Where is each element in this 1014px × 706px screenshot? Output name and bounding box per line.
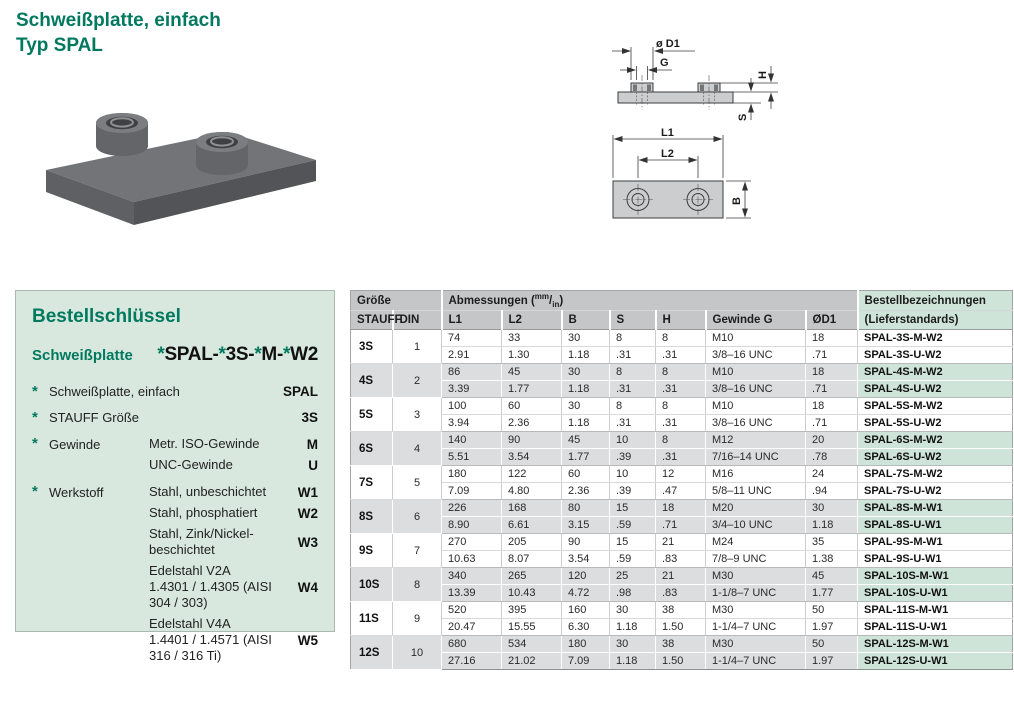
dim-value-inch: .71 bbox=[806, 347, 858, 364]
dim-value-mm: 15 bbox=[610, 500, 656, 517]
asterisk-marker: * bbox=[32, 382, 38, 400]
dim-value-inch: 4.72 bbox=[562, 585, 610, 602]
dim-value-mm: 21 bbox=[656, 534, 706, 551]
table-row-inch bbox=[351, 619, 1013, 636]
dim-value-mm: 30 bbox=[562, 330, 610, 347]
dim-label-h: H bbox=[757, 71, 769, 79]
dim-value-inch: 7/8–9 UNC bbox=[706, 551, 806, 568]
col-header-groesse: Größe bbox=[351, 291, 442, 311]
dim-value-inch: .47 bbox=[656, 483, 706, 500]
dim-value-inch: 6.30 bbox=[562, 619, 610, 636]
size-cell: 4S bbox=[351, 364, 393, 398]
dim-value-inch: .39 bbox=[610, 483, 656, 500]
table-row-mm bbox=[351, 534, 1013, 551]
table-row-inch bbox=[351, 449, 1013, 466]
dim-value-mm: 395 bbox=[502, 602, 562, 619]
dim-value-inch: 4.80 bbox=[502, 483, 562, 500]
dim-value-mm: 15 bbox=[610, 534, 656, 551]
option-code: SPAL bbox=[282, 384, 318, 399]
dim-value-inch: 1.18 bbox=[562, 347, 610, 364]
dim-value-mm: M16 bbox=[706, 466, 806, 483]
order-number-metric: SPAL-7S-M-W2 bbox=[858, 466, 1013, 483]
din-cell: 8 bbox=[393, 568, 442, 602]
product-label: Schweißplatte bbox=[32, 347, 133, 364]
dim-value-mm: 8 bbox=[656, 364, 706, 381]
asterisk-marker: * bbox=[32, 408, 38, 426]
dim-value-mm: 74 bbox=[442, 330, 502, 347]
dim-value-inch: 13.39 bbox=[442, 585, 502, 602]
dim-value-inch: 1.38 bbox=[806, 551, 858, 568]
size-cell: 8S bbox=[351, 500, 393, 534]
size-cell: 5S bbox=[351, 398, 393, 432]
dim-value-inch: 1.50 bbox=[656, 619, 706, 636]
dim-value-mm: M10 bbox=[706, 364, 806, 381]
din-cell: 4 bbox=[393, 432, 442, 466]
order-number-unc: SPAL-8S-U-W1 bbox=[858, 517, 1013, 534]
drawing-top-view bbox=[598, 126, 783, 244]
order-number-metric: SPAL-10S-M-W1 bbox=[858, 568, 1013, 585]
table-row-inch bbox=[351, 551, 1013, 568]
din-cell: 1 bbox=[393, 330, 442, 364]
dim-value-inch: 20.47 bbox=[442, 619, 502, 636]
size-cell: 10S bbox=[351, 568, 393, 602]
dim-label-l2: L2 bbox=[661, 148, 674, 160]
asterisk-marker: * bbox=[282, 344, 291, 365]
dim-value-mm: 180 bbox=[562, 636, 610, 653]
dim-value-mm: 226 bbox=[442, 500, 502, 517]
page-title-line2: Typ SPAL bbox=[16, 35, 103, 56]
dim-value-mm: 50 bbox=[806, 636, 858, 653]
dim-value-mm: 21 bbox=[656, 568, 706, 585]
dim-value-inch: .31 bbox=[656, 415, 706, 432]
option-text: Stahl, Zink/Nickel-beschichtet bbox=[149, 526, 254, 557]
dim-value-inch: 3.54 bbox=[502, 449, 562, 466]
dim-value-mm: 10 bbox=[610, 466, 656, 483]
order-number-metric: SPAL-6S-M-W2 bbox=[858, 432, 1013, 449]
order-key-panel bbox=[15, 290, 335, 663]
dim-value-mm: 270 bbox=[442, 534, 502, 551]
dim-value-mm: 30 bbox=[562, 398, 610, 415]
order-key-option-row bbox=[32, 526, 318, 558]
order-key-option-row bbox=[32, 484, 318, 500]
col-header-bestellbezeichnungen: Bestellbezeichnungen bbox=[858, 291, 1013, 311]
table-row-mm bbox=[351, 636, 1013, 653]
dim-value-mm: 80 bbox=[562, 500, 610, 517]
dim-value-inch: .71 bbox=[656, 517, 706, 534]
order-number-unc: SPAL-5S-U-W2 bbox=[858, 415, 1013, 432]
order-number-metric: SPAL-3S-M-W2 bbox=[858, 330, 1013, 347]
col-header-l2: L2 bbox=[502, 311, 562, 330]
dim-value-inch: 21.02 bbox=[502, 653, 562, 670]
dim-value-inch: 3/8–16 UNC bbox=[706, 381, 806, 398]
option-group-label: Schweißplatte, einfach bbox=[49, 384, 180, 399]
dim-value-inch: 1-1/4–7 UNC bbox=[706, 619, 806, 636]
order-key-group bbox=[32, 436, 318, 473]
dim-value-mm: 20 bbox=[806, 432, 858, 449]
din-cell: 10 bbox=[393, 636, 442, 670]
dim-value-mm: 340 bbox=[442, 568, 502, 585]
dim-value-inch: .31 bbox=[656, 347, 706, 364]
dim-value-mm: 30 bbox=[610, 636, 656, 653]
option-text: Stahl, unbeschichtet bbox=[149, 484, 267, 499]
table-row-inch bbox=[351, 347, 1013, 364]
dim-label-g: G bbox=[660, 57, 669, 69]
col-header-din: DIN bbox=[393, 311, 442, 330]
dim-value-mm: 60 bbox=[502, 398, 562, 415]
order-number-metric: SPAL-5S-M-W2 bbox=[858, 398, 1013, 415]
dim-value-inch: 1.18 bbox=[806, 517, 858, 534]
order-key-option-row bbox=[32, 563, 318, 611]
dim-value-mm: 86 bbox=[442, 364, 502, 381]
dim-value-mm: 30 bbox=[610, 602, 656, 619]
order-key-option-row bbox=[32, 505, 318, 521]
dim-value-inch: 1-1/8–7 UNC bbox=[706, 585, 806, 602]
dim-value-inch: 1.30 bbox=[502, 347, 562, 364]
dim-label-s: S bbox=[737, 113, 749, 121]
dim-value-inch: 1.18 bbox=[562, 415, 610, 432]
table-row-inch bbox=[351, 381, 1013, 398]
dim-value-inch: 3/4–10 UNC bbox=[706, 517, 806, 534]
dim-value-mm: M30 bbox=[706, 602, 806, 619]
dim-value-inch: 3.94 bbox=[442, 415, 502, 432]
dim-value-mm: 680 bbox=[442, 636, 502, 653]
dim-value-inch: .31 bbox=[656, 449, 706, 466]
dim-value-mm: M20 bbox=[706, 500, 806, 517]
dim-value-mm: 24 bbox=[806, 466, 858, 483]
order-number-unc: SPAL-11S-U-W1 bbox=[858, 619, 1013, 636]
table-row-inch bbox=[351, 415, 1013, 432]
size-cell: 6S bbox=[351, 432, 393, 466]
dim-value-inch: .59 bbox=[610, 517, 656, 534]
order-key-option-row bbox=[32, 384, 318, 399]
dim-value-mm: 168 bbox=[502, 500, 562, 517]
dim-value-inch: 1.50 bbox=[656, 653, 706, 670]
dim-value-mm: 45 bbox=[562, 432, 610, 449]
dim-value-inch: 5.51 bbox=[442, 449, 502, 466]
size-cell: 11S bbox=[351, 602, 393, 636]
dim-value-mm: 90 bbox=[562, 534, 610, 551]
size-cell: 3S bbox=[351, 330, 393, 364]
dim-value-inch: 5/8–11 UNC bbox=[706, 483, 806, 500]
dim-value-inch: .71 bbox=[806, 381, 858, 398]
order-key-option-row bbox=[32, 616, 318, 664]
dim-label-b: B bbox=[731, 197, 743, 205]
table-row-inch bbox=[351, 483, 1013, 500]
dim-value-inch: 8.90 bbox=[442, 517, 502, 534]
order-number-metric: SPAL-12S-M-W1 bbox=[858, 636, 1013, 653]
asterisk-marker: * bbox=[254, 344, 262, 365]
order-code-part: M- bbox=[261, 344, 283, 365]
order-number-unc: SPAL-12S-U-W1 bbox=[858, 653, 1013, 670]
dim-value-inch: 1.18 bbox=[562, 381, 610, 398]
dim-value-mm: 265 bbox=[502, 568, 562, 585]
size-cell: 12S bbox=[351, 636, 393, 670]
dim-value-mm: 8 bbox=[656, 398, 706, 415]
dim-value-inch: .94 bbox=[806, 483, 858, 500]
asterisk-marker: * bbox=[157, 344, 165, 365]
option-text: Edelstahl V4A 1.4401 / 1.4571 (AISI 316 / 316 Ti) bbox=[149, 616, 272, 663]
product-photo-weld-plate bbox=[28, 92, 333, 247]
option-code: W3 bbox=[297, 534, 318, 550]
col-header--d1: ØD1 bbox=[806, 311, 858, 330]
order-key-product-row bbox=[32, 344, 318, 366]
size-cell: 7S bbox=[351, 466, 393, 500]
col-header-s: S bbox=[610, 311, 656, 330]
order-number-metric: SPAL-11S-M-W1 bbox=[858, 602, 1013, 619]
table-row-inch bbox=[351, 517, 1013, 534]
din-cell: 2 bbox=[393, 364, 442, 398]
dim-value-inch: .59 bbox=[610, 551, 656, 568]
dim-value-inch: .31 bbox=[610, 415, 656, 432]
dim-value-mm: M24 bbox=[706, 534, 806, 551]
col-header-h: H bbox=[656, 311, 706, 330]
order-code-part: W2 bbox=[290, 344, 318, 365]
col-header-gewinde-g: Gewinde G bbox=[706, 311, 806, 330]
col-header-lieferstandards: (Lieferstandards) bbox=[858, 311, 1013, 330]
order-code bbox=[157, 344, 318, 366]
drawing-side-view bbox=[598, 30, 803, 126]
dim-value-inch: 1.18 bbox=[610, 619, 656, 636]
dim-value-mm: 8 bbox=[610, 330, 656, 347]
option-text: Stahl, phosphatiert bbox=[149, 505, 258, 520]
dim-value-mm: 534 bbox=[502, 636, 562, 653]
dim-value-inch: 1.77 bbox=[562, 449, 610, 466]
option-code: U bbox=[308, 457, 318, 473]
table-row-inch bbox=[351, 653, 1013, 670]
dim-value-inch: 2.36 bbox=[502, 415, 562, 432]
din-cell: 5 bbox=[393, 466, 442, 500]
dim-value-inch: 3/8–16 UNC bbox=[706, 347, 806, 364]
option-text: Edelstahl V2A 1.4301 / 1.4305 (AISI 304 / 303) bbox=[149, 563, 272, 610]
dim-value-inch: 1.77 bbox=[502, 381, 562, 398]
dim-value-inch: 1.97 bbox=[806, 619, 858, 636]
col-header-abmessungen: Abmessungen $(^{mm}/_{in})$ bbox=[442, 291, 858, 311]
order-key-group bbox=[32, 410, 318, 425]
col-header-l1: L1 bbox=[442, 311, 502, 330]
dim-value-mm: M10 bbox=[706, 398, 806, 415]
dim-value-mm: 25 bbox=[610, 568, 656, 585]
dimensions-table bbox=[350, 290, 1013, 670]
dim-value-mm: 100 bbox=[442, 398, 502, 415]
option-code: W1 bbox=[297, 484, 318, 500]
asterisk-marker: * bbox=[218, 344, 226, 365]
dim-value-inch: .31 bbox=[656, 381, 706, 398]
order-code-part: SPAL- bbox=[164, 344, 219, 365]
order-number-metric: SPAL-9S-M-W1 bbox=[858, 534, 1013, 551]
dim-value-inch: 3.15 bbox=[562, 517, 610, 534]
dim-value-inch: 10.43 bbox=[502, 585, 562, 602]
table-body bbox=[351, 330, 1013, 670]
option-group-label: STAUFF Größe bbox=[49, 410, 140, 425]
dim-value-mm: 35 bbox=[806, 534, 858, 551]
dim-value-inch: 7.09 bbox=[442, 483, 502, 500]
page-title-line1: Schweißplatte, einfach bbox=[16, 10, 221, 31]
dim-value-mm: 520 bbox=[442, 602, 502, 619]
dim-value-mm: 18 bbox=[806, 364, 858, 381]
dim-value-inch: 8.07 bbox=[502, 551, 562, 568]
dim-value-mm: 30 bbox=[806, 500, 858, 517]
option-code: W5 bbox=[297, 632, 318, 648]
din-cell: 6 bbox=[393, 500, 442, 534]
order-key-heading: Bestellschlüssel bbox=[32, 306, 181, 327]
dim-value-mm: 60 bbox=[562, 466, 610, 483]
din-cell: 9 bbox=[393, 602, 442, 636]
option-code: W4 bbox=[297, 579, 318, 595]
table-row-mm bbox=[351, 364, 1013, 381]
dim-value-mm: 18 bbox=[806, 398, 858, 415]
order-key-option-row bbox=[32, 436, 318, 452]
table-row-mm bbox=[351, 568, 1013, 585]
table-header bbox=[351, 291, 1013, 330]
dim-value-mm: 120 bbox=[562, 568, 610, 585]
dim-value-mm: 38 bbox=[656, 602, 706, 619]
dim-value-mm: 8 bbox=[610, 364, 656, 381]
table-row-inch bbox=[351, 585, 1013, 602]
order-number-unc: SPAL-4S-U-W2 bbox=[858, 381, 1013, 398]
dim-label-l1: L1 bbox=[661, 127, 674, 139]
dim-value-mm: 8 bbox=[610, 398, 656, 415]
dim-value-inch: 3.54 bbox=[562, 551, 610, 568]
dim-label-d1: ø D1 bbox=[656, 38, 680, 50]
dim-value-inch: 3/8–16 UNC bbox=[706, 415, 806, 432]
option-code: 3S bbox=[301, 410, 318, 425]
dim-value-inch: 6.61 bbox=[502, 517, 562, 534]
option-group-label: Werkstoff bbox=[49, 484, 104, 500]
dim-value-inch: .78 bbox=[806, 449, 858, 466]
dim-value-inch: .98 bbox=[610, 585, 656, 602]
dim-value-mm: 12 bbox=[656, 466, 706, 483]
dim-value-mm: 10 bbox=[610, 432, 656, 449]
dim-value-inch: .71 bbox=[806, 415, 858, 432]
table-row-mm bbox=[351, 330, 1013, 347]
dim-value-mm: 160 bbox=[562, 602, 610, 619]
order-key-option-row bbox=[32, 410, 318, 425]
dim-value-mm: 50 bbox=[806, 602, 858, 619]
order-number-metric: SPAL-8S-M-W1 bbox=[858, 500, 1013, 517]
dim-value-mm: M12 bbox=[706, 432, 806, 449]
dim-value-mm: 180 bbox=[442, 466, 502, 483]
order-number-unc: SPAL-3S-U-W2 bbox=[858, 347, 1013, 364]
din-cell: 7 bbox=[393, 534, 442, 568]
table-row-mm bbox=[351, 432, 1013, 449]
dim-value-inch: .39 bbox=[610, 449, 656, 466]
dim-value-mm: 33 bbox=[502, 330, 562, 347]
order-number-unc: SPAL-9S-U-W1 bbox=[858, 551, 1013, 568]
size-cell: 9S bbox=[351, 534, 393, 568]
dim-value-mm: 122 bbox=[502, 466, 562, 483]
order-number-unc: SPAL-10S-U-W1 bbox=[858, 585, 1013, 602]
asterisk-marker: * bbox=[32, 483, 38, 500]
dim-value-mm: 45 bbox=[502, 364, 562, 381]
dim-value-inch: .31 bbox=[610, 381, 656, 398]
table-row-mm bbox=[351, 398, 1013, 415]
dim-value-inch: 1-1/4–7 UNC bbox=[706, 653, 806, 670]
dim-value-mm: 90 bbox=[502, 432, 562, 449]
order-number-unc: SPAL-7S-U-W2 bbox=[858, 483, 1013, 500]
dim-value-inch: 7.09 bbox=[562, 653, 610, 670]
table-row-mm bbox=[351, 466, 1013, 483]
dim-value-inch: 1.97 bbox=[806, 653, 858, 670]
col-header-b: B bbox=[562, 311, 610, 330]
dim-value-inch: 1.77 bbox=[806, 585, 858, 602]
order-key-group bbox=[32, 484, 318, 664]
dim-value-mm: 205 bbox=[502, 534, 562, 551]
asterisk-marker: * bbox=[32, 435, 38, 452]
dim-value-mm: M30 bbox=[706, 636, 806, 653]
option-group-label: Gewinde bbox=[49, 436, 101, 452]
dim-value-inch: 2.36 bbox=[562, 483, 610, 500]
option-code: M bbox=[306, 436, 318, 452]
table-row-mm bbox=[351, 602, 1013, 619]
dim-value-inch: 27.16 bbox=[442, 653, 502, 670]
order-code-part: 3S- bbox=[225, 344, 255, 365]
dim-value-mm: 30 bbox=[562, 364, 610, 381]
dim-value-mm: 45 bbox=[806, 568, 858, 585]
dim-value-mm: M10 bbox=[706, 330, 806, 347]
order-number-unc: SPAL-6S-U-W2 bbox=[858, 449, 1013, 466]
dim-value-inch: 2.91 bbox=[442, 347, 502, 364]
dim-value-mm: 18 bbox=[656, 500, 706, 517]
dim-value-inch: .83 bbox=[656, 551, 706, 568]
dim-value-inch: 15.55 bbox=[502, 619, 562, 636]
dim-value-inch: .31 bbox=[610, 347, 656, 364]
dim-value-mm: 8 bbox=[656, 432, 706, 449]
dim-value-mm: 38 bbox=[656, 636, 706, 653]
dim-value-inch: 7/16–14 UNC bbox=[706, 449, 806, 466]
dim-value-inch: .83 bbox=[656, 585, 706, 602]
dim-value-inch: 3.39 bbox=[442, 381, 502, 398]
order-number-metric: SPAL-4S-M-W2 bbox=[858, 364, 1013, 381]
din-cell: 3 bbox=[393, 398, 442, 432]
dim-value-mm: M30 bbox=[706, 568, 806, 585]
page-title bbox=[16, 8, 221, 58]
dim-value-mm: 18 bbox=[806, 330, 858, 347]
dim-value-inch: 10.63 bbox=[442, 551, 502, 568]
order-key-option-row bbox=[32, 457, 318, 473]
option-text: Metr. ISO-Gewinde bbox=[149, 436, 260, 451]
dim-value-mm: 140 bbox=[442, 432, 502, 449]
option-code: W2 bbox=[297, 505, 318, 521]
table-row-mm bbox=[351, 500, 1013, 517]
order-key-group bbox=[32, 384, 318, 399]
col-header-stauff: STAUFF bbox=[351, 311, 393, 330]
option-text: UNC-Gewinde bbox=[149, 457, 233, 472]
order-key-options bbox=[32, 384, 318, 664]
dim-value-inch: 1.18 bbox=[610, 653, 656, 670]
dim-value-mm: 8 bbox=[656, 330, 706, 347]
